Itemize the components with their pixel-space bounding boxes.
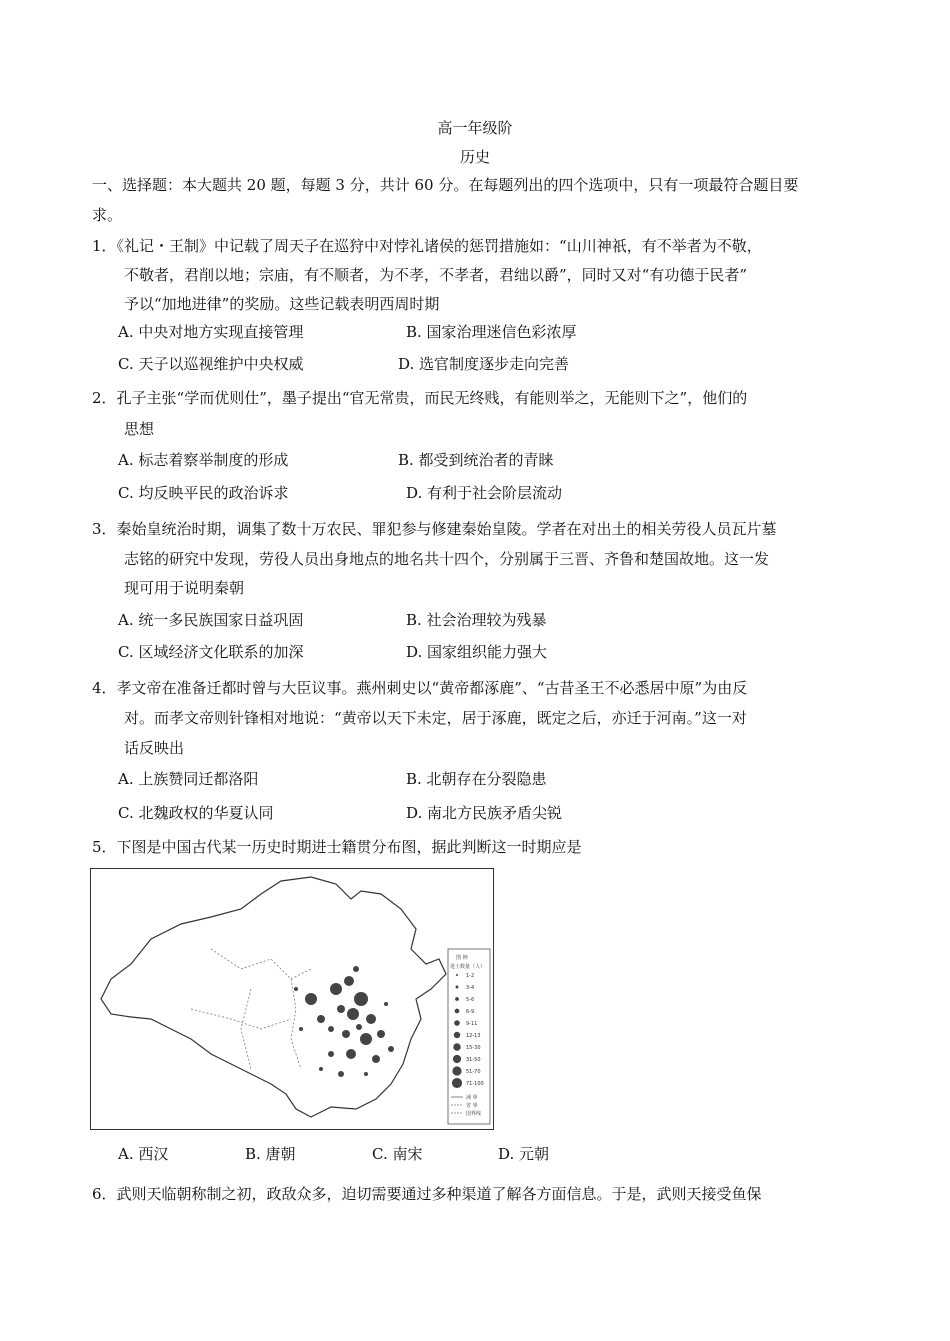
legend-dot bbox=[455, 1009, 460, 1014]
question-text: 不敬者，君削以地；宗庙，有不顺者，为不孝，不孝者，君绌以爵”，同时又对“有功德于民者” bbox=[124, 266, 748, 284]
legend-label: 12-13 bbox=[466, 1033, 481, 1039]
legend-dot bbox=[454, 1032, 461, 1039]
legend-dot bbox=[455, 997, 459, 1001]
legend-label: 9-11 bbox=[466, 1021, 478, 1027]
legend-label: 31-50 bbox=[466, 1057, 481, 1063]
question-text: 6．武则天临朝称制之初，政敌众多，迫切需要通过多种渠道了解各方面信息。于是，武则天接受鱼保 bbox=[92, 1185, 762, 1203]
question-text: 现可用于说明秦朝 bbox=[124, 579, 245, 597]
legend-label: 6-9 bbox=[466, 1009, 475, 1015]
question-text: 思想 bbox=[124, 420, 155, 438]
legend-subtitle: 进士数量（人） bbox=[450, 964, 486, 970]
legend-dot bbox=[453, 1043, 460, 1050]
question-text: 5．下图是中国古代某一历史时期进士籍贯分布图，据此判断这一时期应是 bbox=[92, 838, 582, 856]
section-instructions: 一、选择题：本大题共 20 题，每题 3 分，共计 60 分。在每题列出的四个选项中，只有一项最符合题目要 bbox=[92, 176, 799, 194]
option-c: C. 天子以巡视维护中央权威 bbox=[118, 355, 304, 373]
map-outline bbox=[101, 877, 446, 1117]
option-c: C. 区域经济文化联系的加深 bbox=[118, 643, 304, 661]
grade-title: 高一年级阶 bbox=[437, 119, 513, 137]
option-d: D. 南北方民族矛盾尖锐 bbox=[406, 804, 563, 822]
question-text: 对。而孝文帝则针锋相对地说：“黄帝以天下未定，居于涿鹿，既定之后，亦迁于河南。”这一对 bbox=[124, 709, 747, 727]
legend-title: 图 例 bbox=[456, 955, 468, 961]
legend-label: 1-2 bbox=[466, 973, 475, 979]
section-instructions-cont: 求。 bbox=[92, 206, 123, 224]
question-text: 1．《礼记・王制》中记载了周天子在巡狩中对悖礼诸侯的惩罚措施如：“山川神祇，有不举者为不敬， bbox=[92, 237, 762, 255]
legend-dot bbox=[454, 1020, 460, 1026]
legend-label: 51-70 bbox=[466, 1069, 481, 1075]
question-text: 志铭的研究中发现，劳役人员出身地点的地名共十四个，分别属于三晋、齐鲁和楚国故地。这一发 bbox=[124, 550, 770, 568]
option-a: A. 西汉 bbox=[118, 1145, 169, 1163]
option-a: A. 标志着察举制度的形成 bbox=[118, 451, 289, 469]
option-b: B. 都受到统治者的青睐 bbox=[398, 451, 554, 469]
question-text: 3．秦始皇统治时期，调集了数十万农民、罪犯参与修建秦始皇陵。学者在对出土的相关劳役人员瓦片墓 bbox=[92, 520, 777, 538]
option-d: D. 国家组织能力强大 bbox=[406, 643, 548, 661]
legend-label: 5-6 bbox=[466, 997, 475, 1003]
option-c: C. 北魏政权的华夏认同 bbox=[118, 804, 274, 822]
option-c: C. 南宋 bbox=[372, 1145, 423, 1163]
legend-line-label: 省 界 bbox=[466, 1103, 478, 1109]
legend-label: 3-4 bbox=[466, 985, 475, 991]
jinshi-distribution-map bbox=[90, 868, 494, 1130]
legend-label: 71-100 bbox=[466, 1081, 484, 1087]
legend-line-label: 洲 界 bbox=[466, 1095, 478, 1101]
jinshi-dots bbox=[294, 966, 394, 1077]
province-border bbox=[191, 949, 311, 1069]
legend-dot bbox=[456, 974, 458, 976]
legend-dot bbox=[452, 1066, 461, 1075]
option-a: A. 上族赞同迁都洛阳 bbox=[118, 770, 259, 788]
question-text: 4．孝文帝在准备迁都时曾与大臣议事。燕州刺史以“黄帝都涿鹿”、“古昔圣王不必悉居中原”为由反 bbox=[92, 679, 748, 697]
option-b: B. 社会治理较为残暴 bbox=[406, 611, 547, 629]
legend-dot bbox=[453, 1055, 461, 1063]
option-d: D. 有利于社会阶层流动 bbox=[406, 484, 563, 502]
map-graphic bbox=[91, 869, 493, 1129]
subject-title: 历史 bbox=[459, 148, 490, 166]
question-text: 话反映出 bbox=[124, 739, 185, 757]
option-b: B. 唐朝 bbox=[245, 1145, 296, 1163]
legend-label: 15-30 bbox=[466, 1045, 481, 1051]
option-c: C. 均反映平民的政治诉求 bbox=[118, 484, 289, 502]
legend-dot bbox=[452, 1078, 462, 1088]
map-legend bbox=[448, 949, 490, 1124]
option-a: A. 中央对地方实现直接管理 bbox=[118, 323, 304, 341]
option-d: D. 元朝 bbox=[498, 1145, 550, 1163]
option-b: B. 北朝存在分裂隐患 bbox=[406, 770, 547, 788]
option-a: A. 统一多民族国家日益巩固 bbox=[118, 611, 304, 629]
legend-line-label: 国界线 bbox=[466, 1111, 482, 1117]
question-text: 2．孔子主张“学而优则仕”，墨子提出“官无常贵，而民无终贱，有能则举之，无能则下之”，他们的 bbox=[92, 389, 748, 407]
option-d: D. 选官制度逐步走向完善 bbox=[398, 355, 570, 373]
legend-dot bbox=[456, 986, 459, 989]
option-b: B. 国家治理迷信色彩浓厚 bbox=[406, 323, 577, 341]
question-text: 予以“加地进律”的奖励。这些记载表明西周时期 bbox=[124, 295, 440, 313]
